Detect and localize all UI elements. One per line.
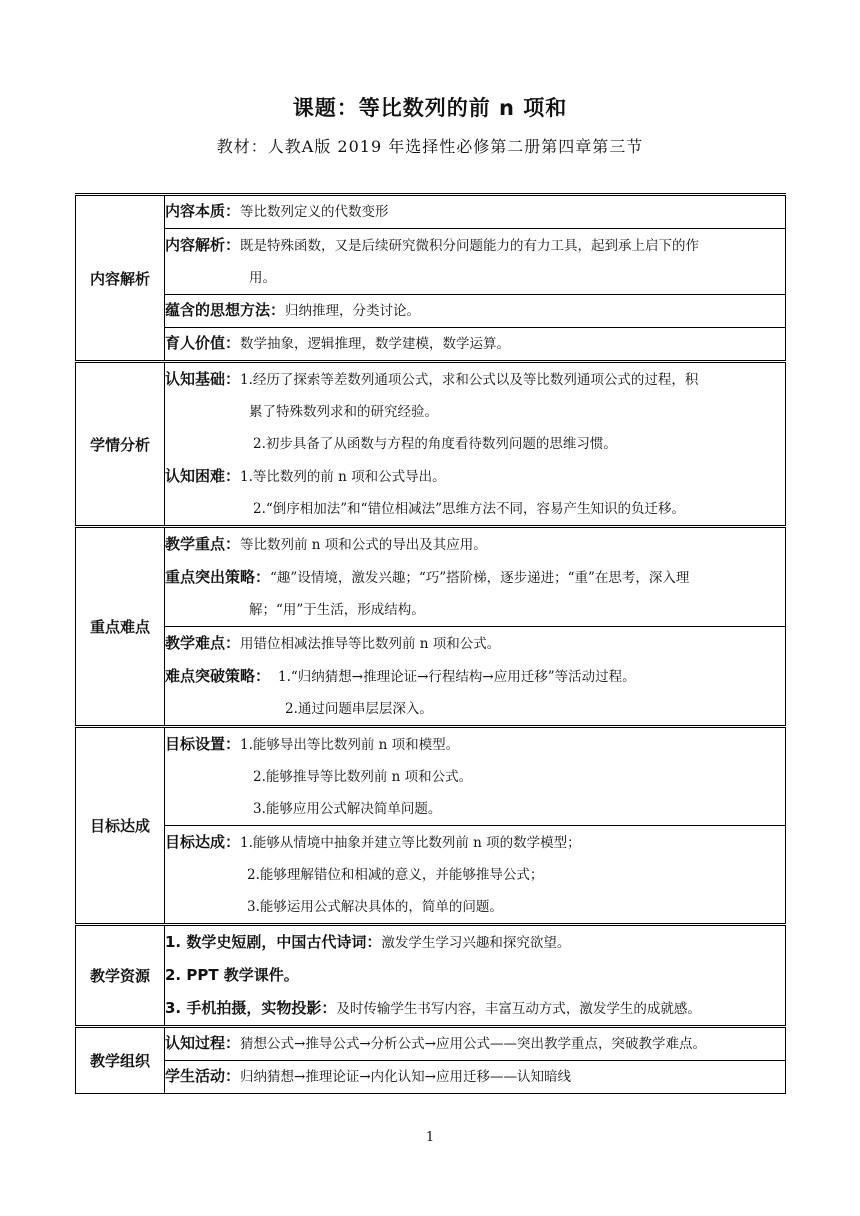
row-text: “趣”设情境，激发兴趣；“巧”搭阶梯，逐步递进；“重”在思考，深入理: [270, 570, 690, 586]
row-text: 2.初步具备了从函数与方程的角度看待数列问题的思维习惯。: [253, 436, 617, 452]
category-cell-key-points: 重点难点: [76, 527, 165, 727]
table-row: [76, 527, 786, 627]
table-row: [76, 627, 786, 727]
row-text: 等比数列定义的代数变形: [240, 204, 389, 220]
category-cell-student-analysis: 学情分析: [76, 362, 165, 527]
category-cell-organization: 教学组织: [76, 1027, 165, 1094]
row-text: 数学抽象，逻辑推理，数学建模，数学运算。: [240, 336, 511, 352]
row-text: 猜想公式→推导公式→分析公式→应用公式——突出教学重点，突破教学难点。: [240, 1036, 706, 1052]
category-cell-resources: 教学资源: [76, 925, 165, 1027]
row-label: 教学重点：: [165, 535, 241, 553]
row-text: 等比数列前 n 项和公式的导出及其应用。: [240, 537, 487, 553]
row-label: 内容解析：: [165, 236, 241, 254]
category-cell-goals: 目标达成: [76, 727, 165, 925]
table-row: [76, 1027, 786, 1061]
row-label: 蕴含的思想方法：: [165, 301, 286, 319]
table-row: [76, 195, 786, 229]
row-label: 重点突出策略：: [165, 568, 271, 586]
row-text: 归纳猜想→推理论证→内化认知→应用迁移——认知暗线: [240, 1069, 571, 1085]
row-label: 3. 手机拍摄，实物投影：: [165, 999, 337, 1017]
content-cell: [165, 362, 786, 527]
content-cell: [165, 295, 786, 328]
row-text: 3.能够运用公式解决具体的，简单的问题。: [247, 899, 503, 915]
row-label: 教学难点：: [165, 634, 241, 652]
content-cell: [165, 925, 786, 1027]
category-cell-content-analysis: 内容解析: [76, 195, 165, 362]
table-row: [76, 826, 786, 925]
content-cell: [165, 1061, 786, 1094]
page-number: 1: [425, 1130, 435, 1145]
table-row: [76, 1061, 786, 1094]
row-text: 1.“归纳猜想→推理论证→行程结构→应用迁移”等活动过程。: [278, 669, 636, 685]
row-label: 学生活动：: [165, 1067, 241, 1085]
row-text: 解；“用”于生活，形成结构。: [249, 602, 425, 618]
row-label: 2. PPT 教学课件。: [165, 966, 299, 984]
table-row: [76, 328, 786, 362]
row-text: 1.能够导出等比数列前 n 项和模型。: [240, 737, 460, 753]
content-cell: [165, 727, 786, 826]
row-label: 内容本质：: [165, 202, 241, 220]
row-text: 1.能够从情境中抽象并建立等比数列前 n 项的数学模型；: [240, 835, 581, 851]
row-label: 认知基础：: [165, 370, 241, 388]
row-text: 2.能够理解错位和相减的意义，并能够推导公式；: [247, 867, 544, 883]
row-text: 1.经历了探索等差数列通项公式，求和公式以及等比数列通项公式的过程，积: [240, 372, 699, 388]
row-label: 认知困难：: [165, 467, 241, 485]
content-cell: [165, 195, 786, 229]
content-cell: [165, 627, 786, 727]
content-cell: [165, 826, 786, 925]
row-text: 既是特殊函数，又是后续研究微积分问题能力的有力工具，起到承上启下的作: [240, 238, 700, 254]
content-cell: [165, 527, 786, 627]
content-cell: [165, 1027, 786, 1061]
table-row: [76, 925, 786, 1027]
row-label: 1. 数学史短剧，中国古代诗词：: [165, 933, 382, 951]
page-title: 课题：等比数列的前 n 项和: [292, 96, 568, 120]
table-row: [76, 362, 786, 527]
row-text: 用。: [249, 270, 276, 286]
row-text: 2.能够推导等比数列前 n 项和公式。: [253, 769, 473, 785]
content-cell: [165, 229, 786, 295]
row-text: 激发学生学习兴趣和探究欲望。: [381, 935, 571, 951]
table-row: [76, 727, 786, 826]
row-text: 归纳推理，分类讨论。: [285, 303, 421, 319]
row-text: 2.通过问题串层层深入。: [285, 701, 433, 717]
row-text: 及时传输学生书写内容，丰富互动方式，激发学生的成就感。: [336, 1001, 701, 1017]
row-label: 育人价值：: [165, 334, 241, 352]
row-label: 难点突破策略：: [165, 667, 271, 685]
content-cell: [165, 328, 786, 362]
row-text: 1.等比数列的前 n 项和公式导出。: [240, 469, 446, 485]
row-text: 累了特殊数列求和的研究经验。: [249, 404, 438, 420]
row-label: 目标达成：: [165, 833, 241, 851]
row-text: 2.“倒序相加法”和“错位相减法”思维方法不同，容易产生知识的负迁移。: [253, 501, 685, 517]
page-subtitle: 教材：人教A版 2019 年选择性必修第二册第四章第三节: [216, 137, 644, 156]
table-row: [76, 295, 786, 328]
lesson-plan-table: [75, 193, 786, 1094]
row-text: 3.能够应用公式解决简单问题。: [253, 801, 442, 817]
row-label: 目标设置：: [165, 735, 241, 753]
row-text: 用错位相减法推导等比数列前 n 项和公式。: [240, 636, 501, 652]
table-row: [76, 229, 786, 295]
row-label: 认知过程：: [165, 1034, 241, 1052]
